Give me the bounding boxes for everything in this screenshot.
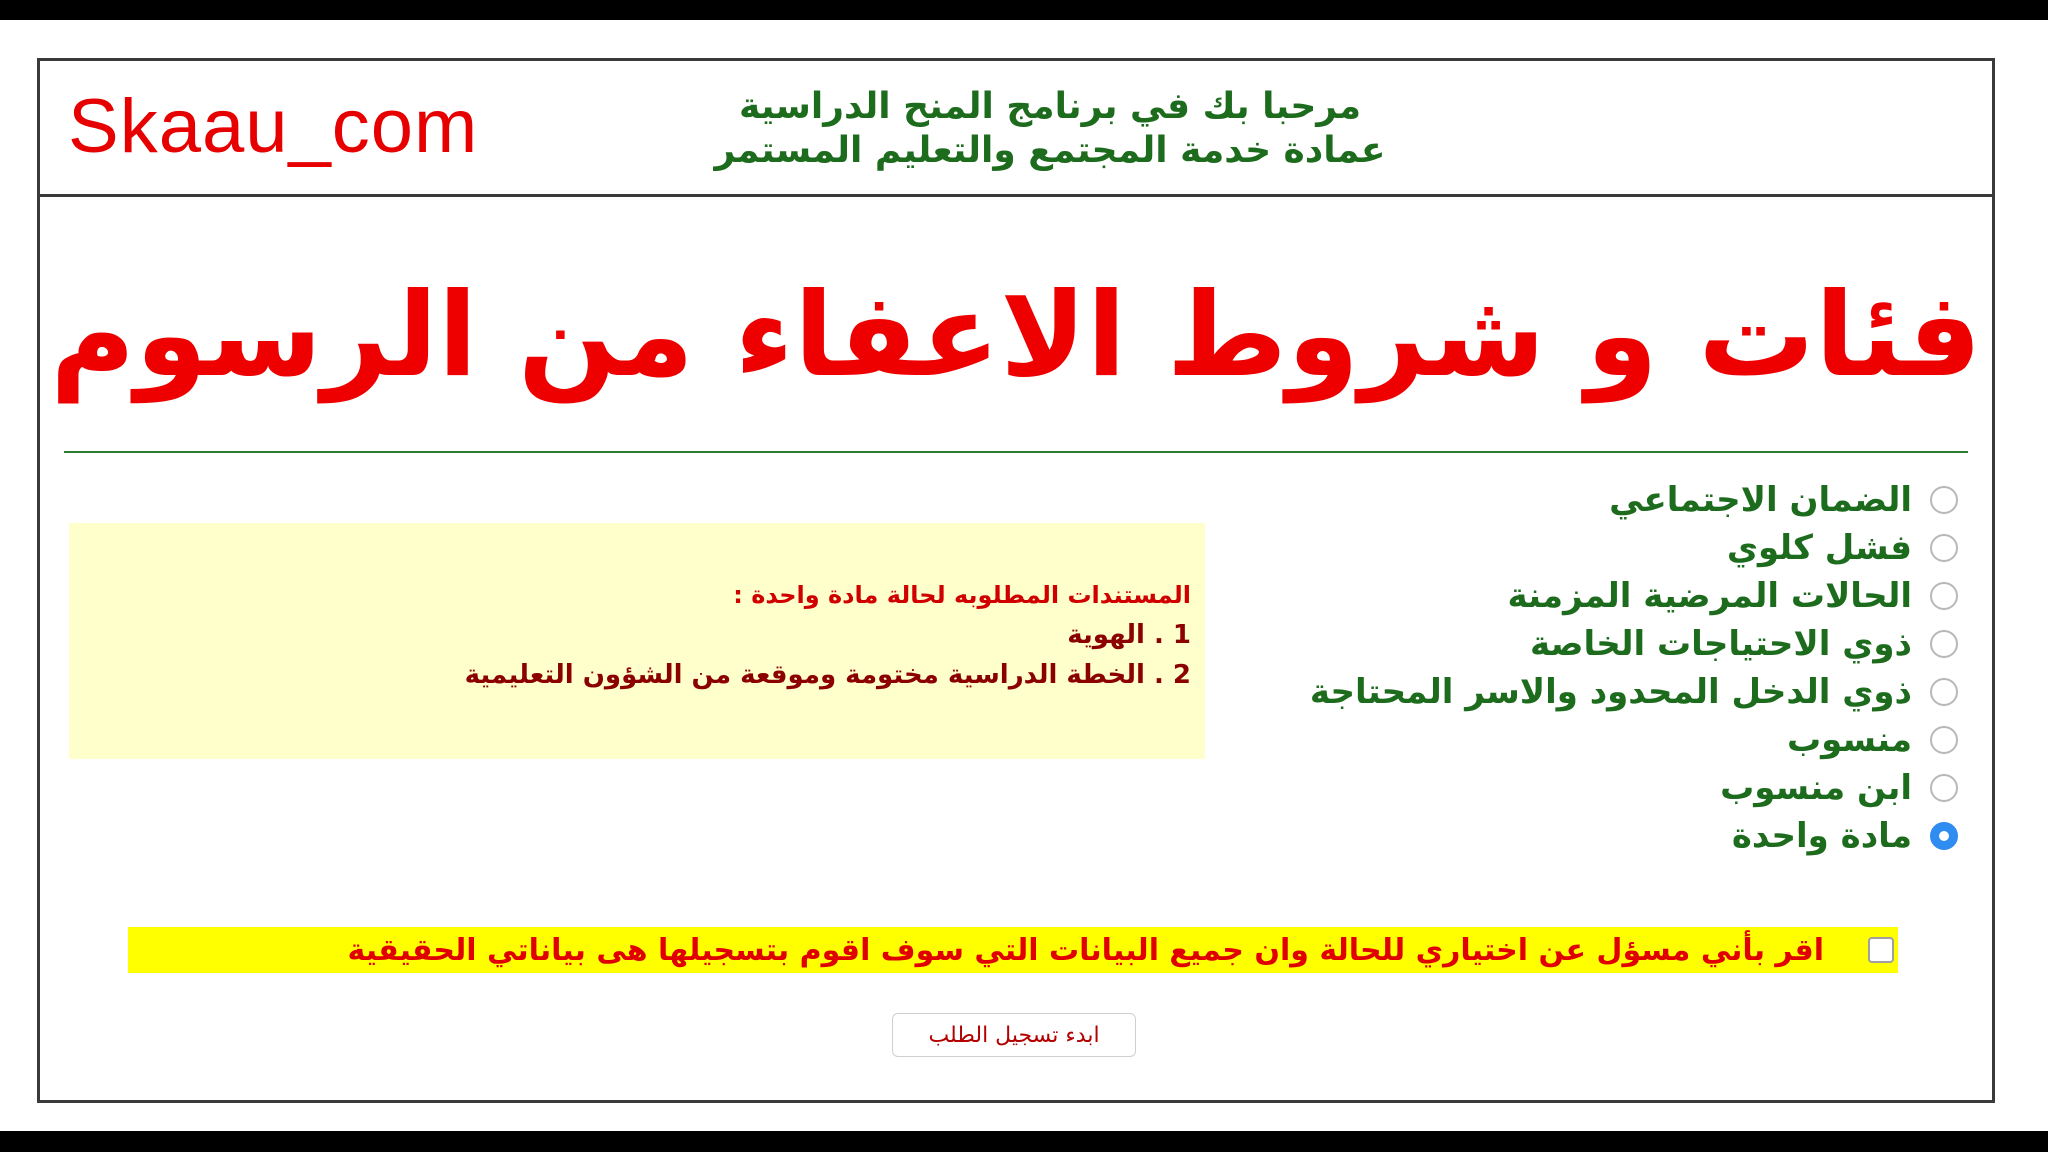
radio-button[interactable]	[1930, 630, 1958, 658]
category-option[interactable]	[1198, 620, 1958, 668]
category-label: ذوي الدخل المحدود والاسر المحتاجة	[1309, 672, 1912, 712]
radio-button-selected[interactable]	[1930, 822, 1958, 850]
radio-button[interactable]	[1930, 486, 1958, 514]
page-title: فئات و شروط الاعفاء من الرسوم	[50, 268, 1982, 403]
radio-button[interactable]	[1930, 774, 1958, 802]
start-registration-button[interactable]: ابدء تسجيل الطلب	[892, 1013, 1136, 1057]
category-option[interactable]	[1198, 716, 1958, 764]
category-label: ابن منسوب	[1720, 768, 1912, 808]
radio-button[interactable]	[1930, 582, 1958, 610]
radio-button[interactable]	[1930, 678, 1958, 706]
radio-button[interactable]	[1930, 726, 1958, 754]
radio-button[interactable]	[1930, 534, 1958, 562]
document-item: 2 . الخطة الدراسية مختومة وموقعة من الشؤون التعليمية	[464, 660, 1191, 690]
category-label: مادة واحدة	[1731, 816, 1912, 856]
category-option[interactable]	[1198, 572, 1958, 620]
category-option[interactable]	[1198, 764, 1958, 812]
required-documents-panel	[69, 523, 1205, 759]
page-frame	[37, 58, 1995, 1103]
welcome-line-2: عمادة خدمة المجتمع والتعليم المستمر	[714, 130, 1386, 171]
radio-dot-icon	[1939, 831, 1949, 841]
category-radio-group	[1198, 476, 1958, 860]
category-label: الضمان الاجتماعي	[1609, 480, 1912, 520]
welcome-line-1: مرحبا بك في برنامج المنح الدراسية	[738, 86, 1361, 127]
category-option[interactable]	[1198, 476, 1958, 524]
consent-row	[128, 927, 1898, 973]
category-label: منسوب	[1786, 720, 1912, 760]
category-option[interactable]	[1198, 812, 1958, 860]
category-option[interactable]	[1198, 668, 1958, 716]
category-label: ذوي الاحتياجات الخاصة	[1529, 624, 1912, 664]
document-item: 1 . الهوية	[1067, 620, 1191, 650]
documents-title: المستندات المطلوبه لحالة مادة واحدة :	[733, 581, 1191, 609]
category-option[interactable]	[1198, 524, 1958, 572]
welcome-message	[660, 85, 1440, 173]
screen	[0, 20, 2048, 1131]
category-label: الحالات المرضية المزمنة	[1507, 576, 1912, 616]
site-logo: Skaau_com	[68, 84, 479, 169]
header	[40, 61, 1992, 197]
divider	[64, 451, 1968, 453]
consent-label: اقر بأني مسؤل عن اختياري للحالة وان جميع البيانات التي سوف اقوم بتسجيلها هى بياناتي الحقيقية	[347, 932, 1824, 968]
consent-checkbox[interactable]	[1868, 937, 1894, 963]
category-label: فشل كلوي	[1726, 528, 1912, 568]
